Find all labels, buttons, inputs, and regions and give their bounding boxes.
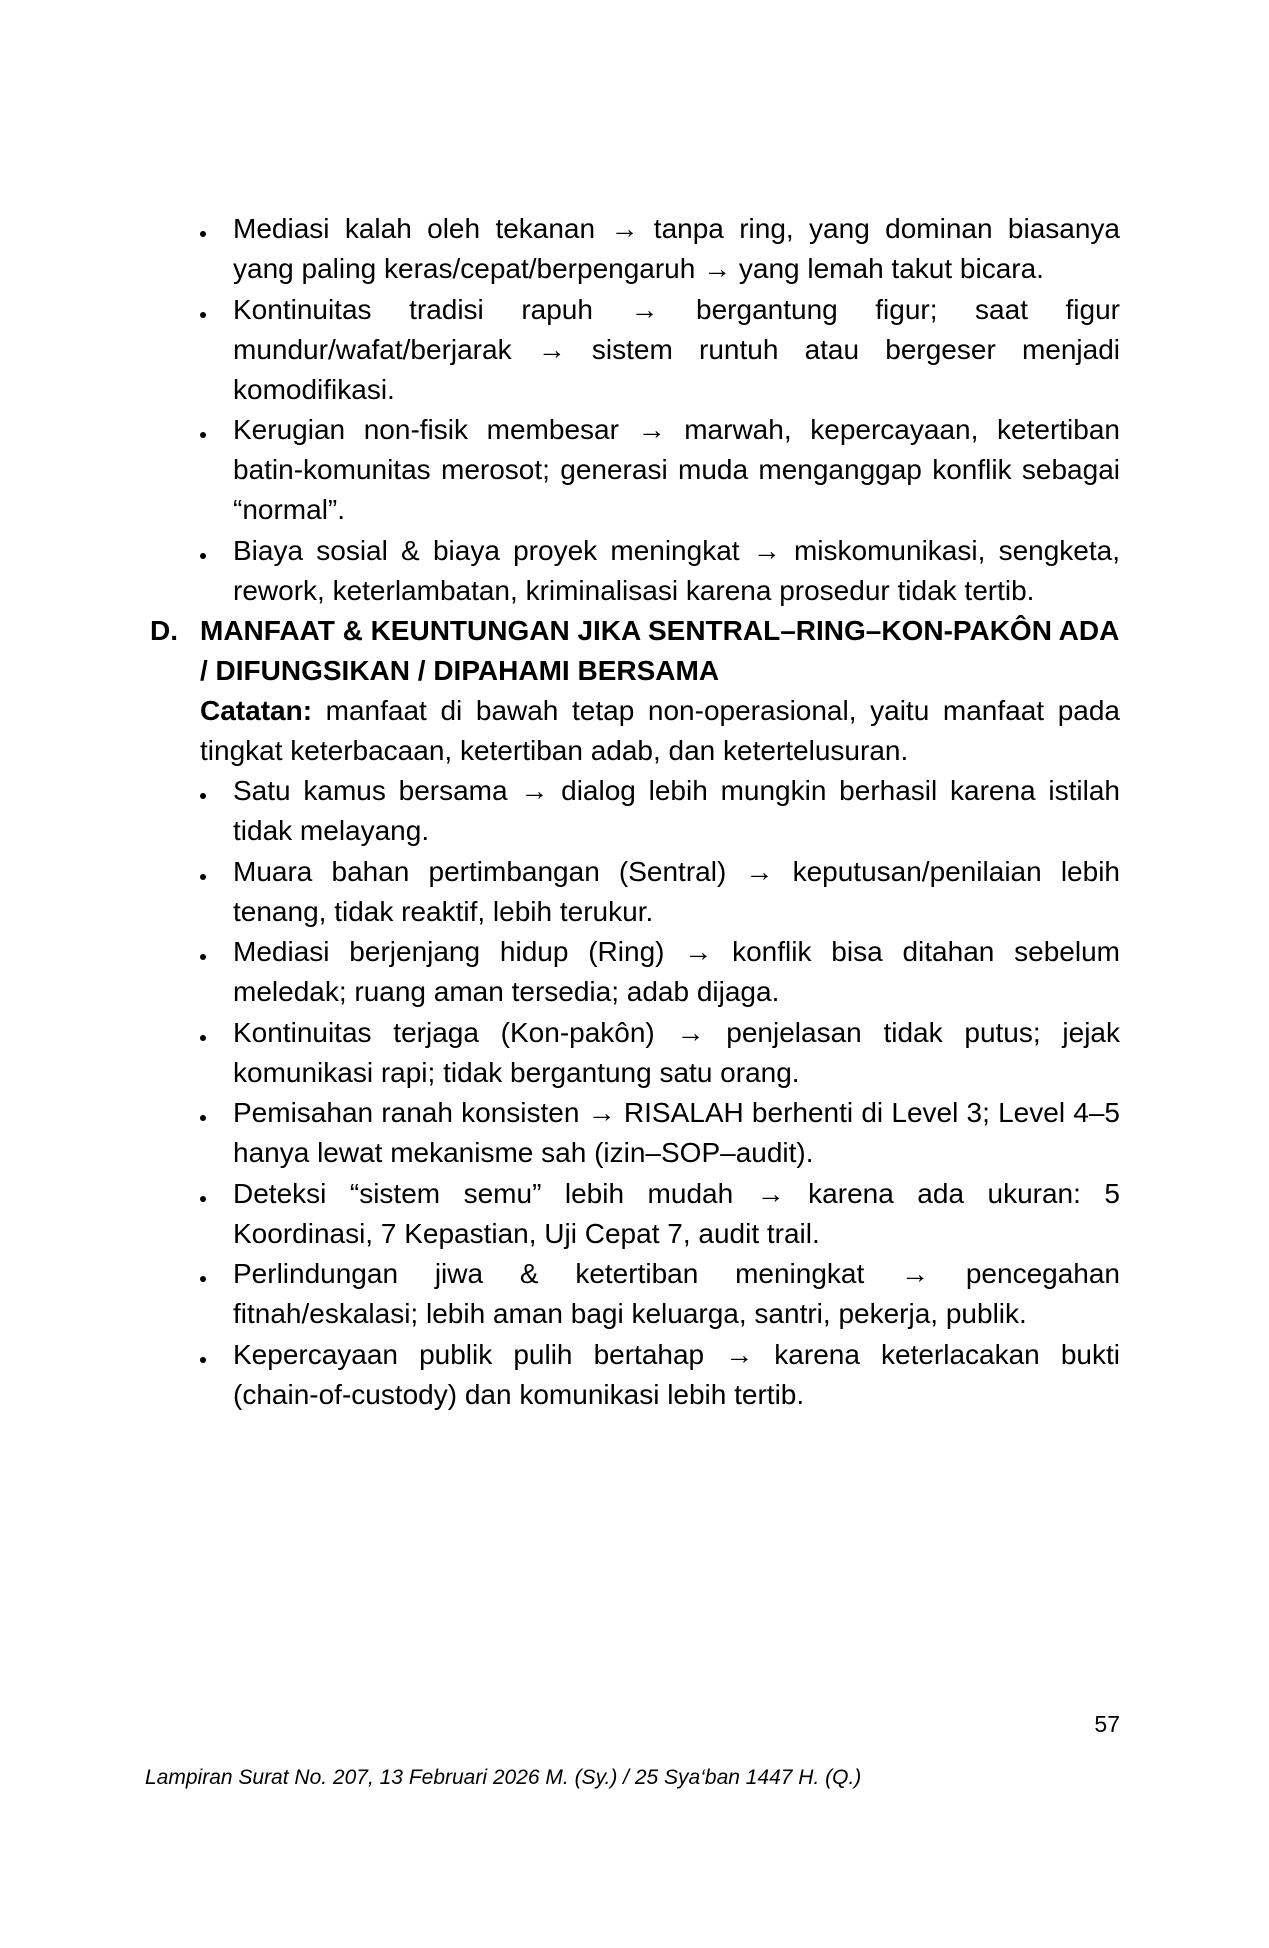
list-item-text: Muara bahan pertimbangan (Sentral) → keputusan/penilaian lebih tenang, tidak reaktif, lebih terukur. [233, 855, 1120, 927]
list-item-text: Kontinuitas terjaga (Kon-pakôn) → penjelasan tidak putus; jejak komunikasi rapi; tidak bergantung satu orang. [233, 1016, 1120, 1088]
list-item [150, 410, 1120, 530]
bullet-icon [200, 1357, 206, 1363]
benefit-list [150, 771, 1120, 1415]
section-letter: D. [150, 615, 178, 646]
list-item [150, 932, 1120, 1012]
bullet-icon [200, 1035, 206, 1041]
list-item-text: Mediasi berjenjang hidup (Ring) → konflik bisa ditahan sebelum meledak; ruang aman tersedia; adab dijaga. [233, 936, 1120, 1007]
list-item-text: Kerugian non-fisik membesar → marwah, kepercayaan, ketertiban batin-komunitas merosot; generasi muda menganggap konflik sebagai “normal”. [233, 414, 1120, 525]
bullet-icon [200, 1196, 206, 1202]
bullet-icon [200, 1276, 206, 1282]
list-item-text: Perlindungan jiwa & ketertiban meningkat → pencegahan fitnah/eskalasi; lebih aman bagi keluarga, santri, pekerja, publik. [233, 1258, 1120, 1329]
list-item-text: Satu kamus bersama → dialog lebih mungkin berhasil karena istilah tidak melayang. [233, 775, 1120, 846]
bullet-icon [200, 231, 206, 237]
list-item-text: Kepercayaan publik pulih bertahap → karena keterlacakan bukti (chain-of-custody) dan komunikasi lebih tertib. [233, 1338, 1120, 1410]
bullet-icon [200, 874, 206, 880]
list-item [150, 209, 1120, 289]
list-item-text: Pemisahan ranah konsisten → RISALAH berhenti di Level 3; Level 4–5 hanya lewat mekanisme sah (izin–SOP–audit). [233, 1097, 1120, 1168]
page-footer: Lampiran Surat No. 207, 13 Februari 2026 M. (Sy.) / 25 Sya‘ban 1447 H. (Q.) [145, 1766, 862, 1789]
note-label: Catatan: [200, 695, 313, 726]
bullet-icon [200, 1115, 206, 1121]
note-text: manfaat di bawah tetap non-operasional, yaitu manfaat pada tingkat keterbacaan, ketertiban adab, dan ketertelusuran. [200, 695, 1120, 766]
list-item [150, 852, 1120, 932]
list-item [150, 1174, 1120, 1254]
list-item-text: Kontinuitas tradisi rapuh → bergantung figur; saat figur mundur/wafat/berjarak → sistem runtuh atau bergeser menjadi komodifikasi. [233, 293, 1120, 405]
list-item [150, 531, 1120, 611]
bullet-icon [200, 954, 206, 960]
list-item [150, 1254, 1120, 1334]
list-item [150, 290, 1120, 410]
list-item [150, 1093, 1120, 1173]
bullet-icon [200, 793, 206, 799]
section-heading [150, 611, 1120, 691]
bullet-icon [200, 312, 206, 318]
list-item [150, 1335, 1120, 1415]
bullet-icon [200, 432, 206, 438]
list-item [150, 1013, 1120, 1093]
consequence-list [150, 209, 1120, 611]
list-item-text: Biaya sosial & biaya proyek meningkat → miskomunikasi, sengketa, rework, keterlambatan, kriminalisasi karena prosedur tidak tertib. [233, 534, 1120, 606]
list-item-text: Deteksi “sistem semu” lebih mudah → karena ada ukuran: 5 Koordinasi, 7 Kepastian, Uji Cepat 7, audit trail. [233, 1177, 1120, 1249]
list-item-text: Mediasi kalah oleh tekanan → tanpa ring, yang dominan biasanya yang paling keras/cepat/berpengaruh → yang lemah takut bicara. [233, 213, 1120, 284]
section-note [150, 691, 1120, 771]
section-title: MANFAAT & KEUNTUNGAN JIKA SENTRAL–RING–KON-PAKÔN ADA / DIFUNGSIKAN / DIPAHAMI BERSAMA [200, 615, 1119, 686]
page-body [150, 209, 1120, 1415]
bullet-icon [200, 553, 206, 559]
list-item [150, 771, 1120, 851]
page-number: 57 [1094, 1711, 1120, 1737]
